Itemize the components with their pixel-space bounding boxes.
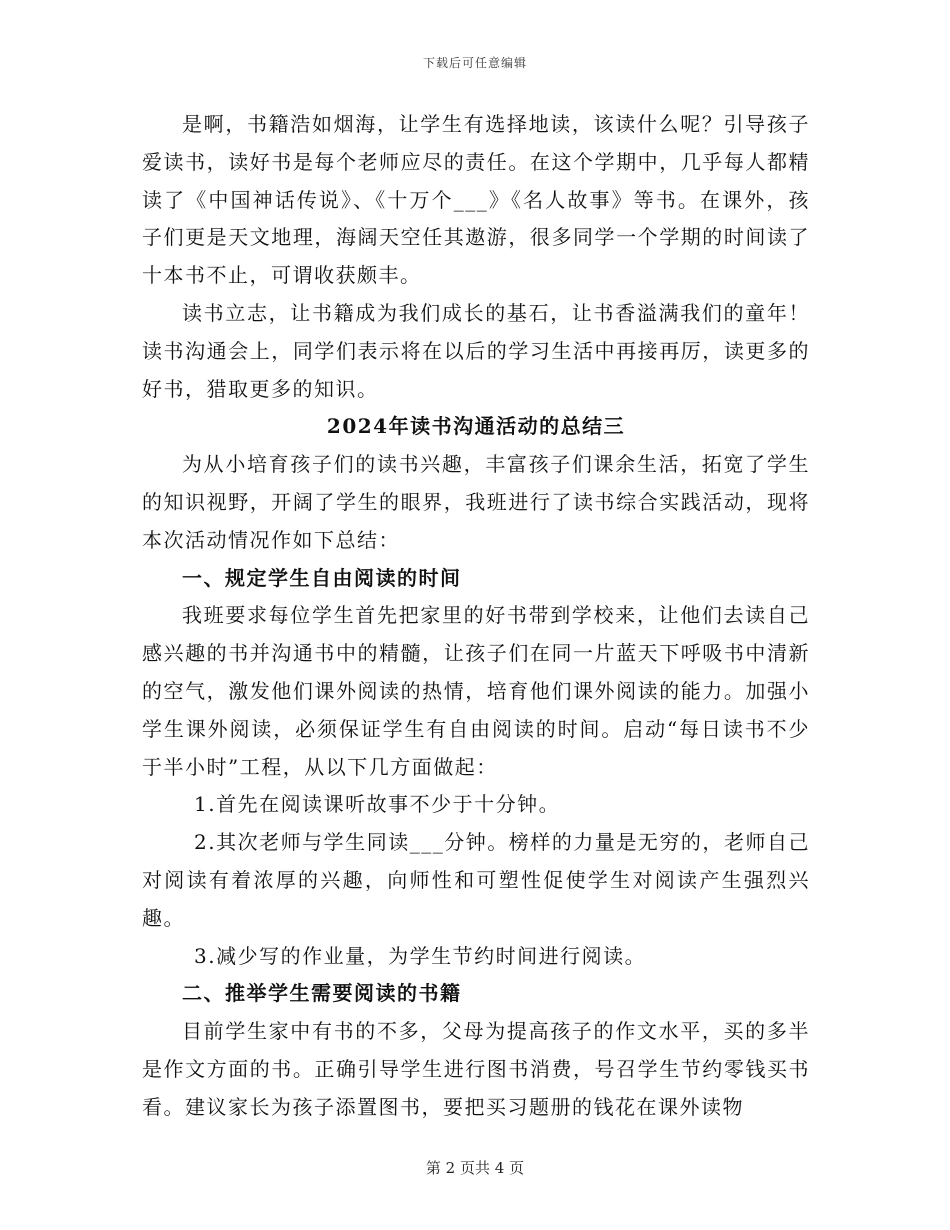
list-item-1: 1.首先在阅读课听故事不少于十分钟。 <box>194 792 561 817</box>
heading-1: 一、规定学生自由阅读的时间 <box>182 565 462 590</box>
paragraph-5: 目前学生家中有书的不多，父母为提高孩子的作文水平，买的多半是作文方面的书。正确引导学生进行图书消费，号召学生节约零钱买书看。建议家长为孩子添置图书，要把买习题册的钱花在课外读物 <box>142 1019 810 1119</box>
paragraph-2: 读书立志，让书籍成为我们成长的基石，让书香溢满我们的童年！读书沟通会上，同学们表示将在以后的学习生活中再接再厉，读更多的好书，猎取更多的知识。 <box>142 300 810 401</box>
page-header: 下载后可任意编辑 <box>422 56 527 70</box>
list-item-3: 3.减少写的作业量，为学生节约时间进行阅读。 <box>194 943 647 968</box>
section-title: 2024年读书沟通活动的总结三 <box>326 414 626 439</box>
list-item-2: 2.其次老师与学生同读___分钟。榜样的力量是无穷的，老师自己对阅读有着浓厚的兴趣，向师性和可塑性促使学生对阅读产生强烈兴趣。 <box>142 830 810 930</box>
document-body <box>142 106 810 1127</box>
paragraph-4: 我班要求每位学生首先把家里的好书带到学校来，让他们去读自己感兴趣的书并沟通书中的精髓，让孩子们在同一片蓝天下呼吸书中清新的空气，激发他们课外阅读的热情，培育他们课外阅读的能力。加强小学生课外阅读，必须保证学生有自由阅读的时间。启动“每日读书不少于半小时”工程，从以下几方面做起： <box>142 603 810 779</box>
heading-2: 二、推举学生需要阅读的书籍 <box>182 981 462 1006</box>
page-footer: 第 2 页共 4 页 <box>425 1159 525 1177</box>
paragraph-1: 是啊，书籍浩如烟海，让学生有选择地读，该读什么呢？引导孩子爱读书，读好书是每个老师应尽的责任。在这个学期中，几乎每人都精读了《中国神话传说》、《十万个___》《名人故事》等书。在课外，孩子们更是天文地理，海阔天空任其遨游，很多同学一个学期的时间读了十本书不止，可谓收获颇丰。 <box>142 112 810 288</box>
paragraph-3: 为从小培育孩子们的读书兴趣，丰富孩子们课余生活，拓宽了学生的知识视野，开阔了学生的眼界，我班进行了读书综合实践活动，现将本次活动情况作如下总结： <box>142 452 810 552</box>
